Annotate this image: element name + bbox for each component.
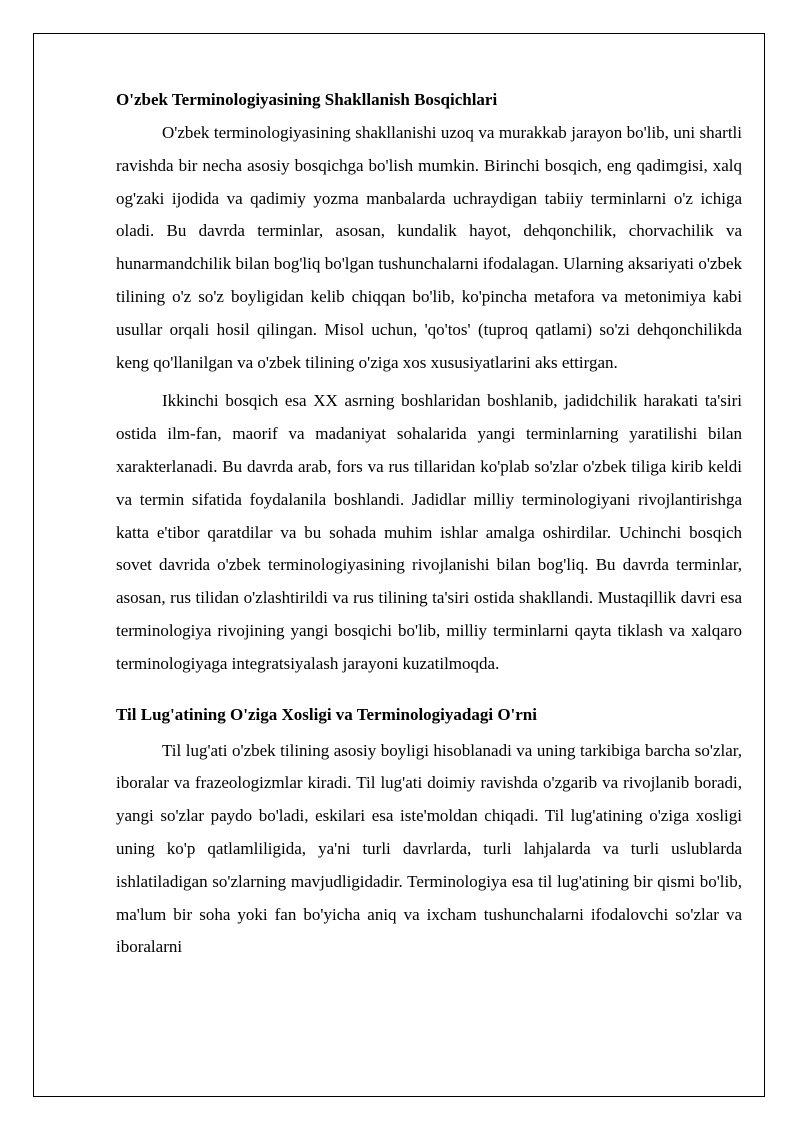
document-body	[116, 84, 742, 1074]
section-heading-terminology-stages: O'zbek Terminologiyasining Shakllanish Bosqichlari	[116, 90, 498, 109]
section-heading-vocabulary: Til Lug'atining O'ziga Xosligi va Terminologiyadagi O'rni	[116, 704, 537, 724]
paragraph: O'zbek terminologiyasining shakllanishi uzoq va murakkab jarayon bo'lib, uni shartli ravishda bir necha asosiy bosqichga bo'lish mumkin. Birinchi bosqich, eng qadimgisi, xalq og'zaki ijodida va qadimiy yozma manbalarda uchraydigan tabiiy terminlarni o'z ichiga oladi. Bu davrda terminlar, asosan, kundalik hayot, dehqonchilik, chorvachilik va hunarmandchilik bilan bog'liq bo'lgan tushunchalarni ifodalagan. Ularning aksariyati o'zbek tilining o'z so'z boyligidan kelib chiqqan bo'lib, ko'pincha metafora va metonimiya kabi usullar orqali hosil qilingan. Misol uchun, 'qo'tos' (tuproq qatlami) so'zi dehqonchilikda keng qo'llanilgan va o'zbek tilining o'ziga xos xususiyatlarini aks ettirgan.	[116, 123, 742, 372]
paragraph: Til lug'ati o'zbek tilining asosiy boyligi hisoblanadi va uning tarkibiga barcha so'zlar, iboralar va frazeologizmlar kiradi. Til lug'ati doimiy ravishda o'zgarib va rivojlanib boradi, yangi so'zlar paydo bo'ladi, eskilari esa iste'moldan chiqadi. Til lug'atining o'ziga xosligi uning ko'p qatlamliligida, ya'ni turli davrlarda, turli lahjalarda va turli uslublarda ishlatiladigan so'zlarning mavjudligidadir. Terminologiya esa til lug'atining bir qismi bo'lib, ma'lum bir soha yoki fan bo'yicha aniq va ixcham tushunchalarni ifodalovchi so'zlar va iboralarni	[116, 740, 742, 957]
paragraph: Ikkinchi bosqich esa XX asrning boshlaridan boshlanib, jadidchilik harakati ta'siri ostida ilm-fan, maorif va madaniyat sohalarida yangi terminlarning yaratilishi bilan xarakterlanadi. Bu davrda arab, fors va rus tillaridan ko'plab so'zlar o'zbek tiliga kirib keldi va termin sifatida foydalanila boshlandi. Jadidlar milliy terminologiyani rivojlantirishga katta e'tibor qaratdilar va bu sohada muhim ishlar amalga oshirdilar. Uchinchi bosqich sovet davrida o'zbek terminologiyasining rivojlanishi bilan bog'liq. Bu davrda terminlar, asosan, rus tilidan o'zlashtirildi va rus tilining ta'siri ostida shakllandi. Mustaqillik davri esa terminologiya rivojining yangi bosqichi bo'lib, milliy terminlarni qayta tiklash va xalqaro terminologiyaga integratsiyalash jarayoni kuzatilmoqda.	[116, 391, 742, 673]
